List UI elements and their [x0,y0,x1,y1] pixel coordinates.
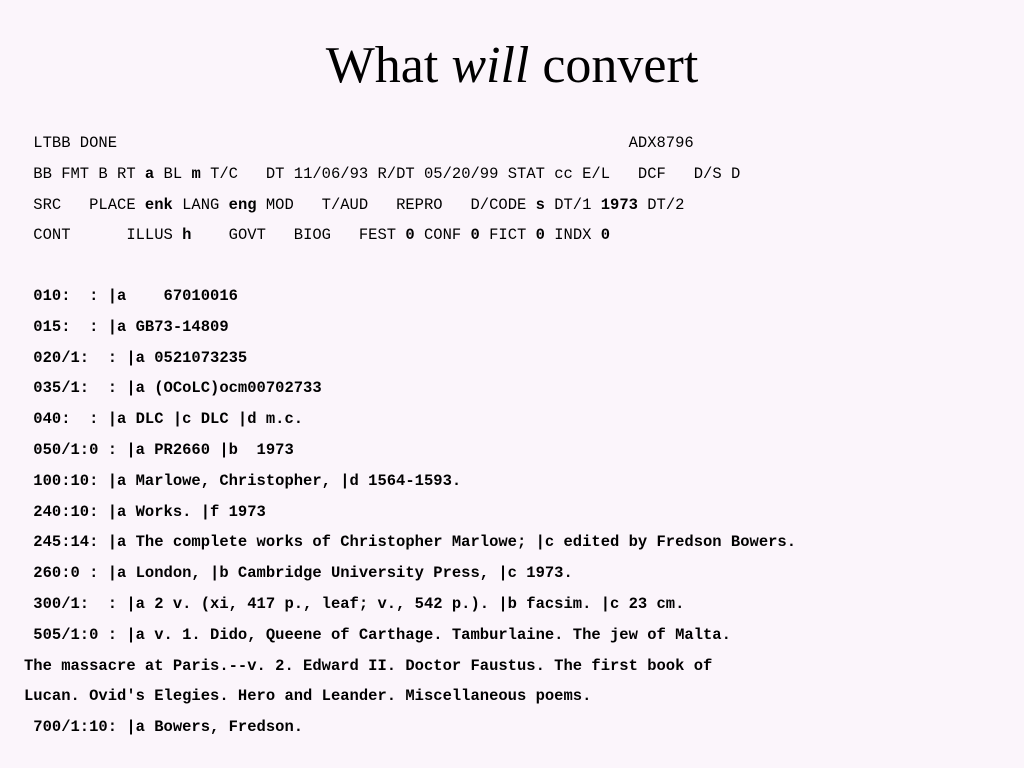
fixed-field-label: LANG [172,195,229,214]
marc-field-line: 300/1: : |a 2 v. (xi, 417 p., leaf; v., 542 p.). |b facsim. |c 23 cm. [24,595,685,613]
fixed-field-value: a [144,164,155,183]
marc-field-line: 040: : |a DLC |c DLC |d m.c. [24,410,304,429]
page-title [0,36,1024,96]
fixed-field-label: FICT [479,226,536,245]
fixed-field-value: eng [228,195,257,214]
fixed-field-value: enk [144,195,173,214]
fixed-field-label: GOVT BIOG FEST [191,226,406,245]
marc-field-line: 240:10: |a Works. |f 1973 [24,502,266,521]
marc-field-line: The massacre at Paris.--v. 2. Edward II. Doctor Faustus. The first book of [24,656,713,675]
fixed-field-label: LTBB DONE ADX8796 [24,134,694,152]
fixed-field-value: 0 [405,226,415,245]
fixed-field-line [24,195,1024,215]
marc-field-line: 100:10: |a Marlowe, Christopher, |d 1564-1593. [24,471,462,490]
fixed-field-value: 0 [600,226,611,245]
fixed-field-label: SRC PLACE [24,195,145,214]
title-emphasis: will [451,37,530,94]
marc-field-line: 035/1: : |a (OCoLC)ocm00702733 [24,379,322,398]
fixed-field-label: T/C DT 11/06/93 R/DT 05/20/99 STAT cc E/L DCF D/S D [200,164,741,183]
marc-field-line: 010: : |a 67010016 [24,287,238,305]
title-pre: What [325,37,452,94]
marc-field-line: 020/1: : |a 0521073235 [24,348,248,367]
marc-field-line: 700/1:10: |a Bowers, Fredson. [24,718,304,737]
fixed-field-line [24,225,1024,245]
marc-field-line: 260:0 : |a London, |b Cambridge University Press, |c 1973. [24,564,573,583]
fixed-field-label: DT/2 [637,195,685,214]
fixed-field-value: 1973 [600,195,638,214]
fixed-field-line [24,133,1024,153]
fixed-field-value: m [191,164,201,183]
fixed-field-value: h [182,226,192,245]
marc-field-line: 245:14: |a The complete works of Christopher Marlowe; |c edited by Fredson Bowers. [24,533,797,552]
marc-field-line: 015: : |a GB73-14809 [24,317,229,336]
fixed-field-value: s [535,195,545,214]
fixed-field-label: DT/1 [544,195,601,214]
marc-field-line: 050/1:0 : |a PR2660 |b 1973 [24,441,294,459]
fixed-field-label: BL [154,164,192,183]
fixed-field-label: BB FMT B RT [24,164,145,183]
marc-field-line: 505/1:0 : |a v. 1. Dido, Queene of Carthage. Tamburlaine. The jew of Malta. [24,625,731,644]
fixed-field-value: 0 [470,226,480,245]
fixed-field-line [24,164,1024,184]
fixed-field-label: CONT ILLUS [24,226,183,245]
marc-field-line: Lucan. Ovid's Elegies. Hero and Leander. Miscellaneous poems. [24,687,592,706]
fixed-field-label: MOD T/AUD REPRO D/CODE [256,195,536,214]
fixed-field-label: INDX [544,226,601,245]
fixed-field-value: 0 [535,226,545,245]
title-post: convert [529,37,699,94]
fixed-field-label: CONF [414,226,471,245]
